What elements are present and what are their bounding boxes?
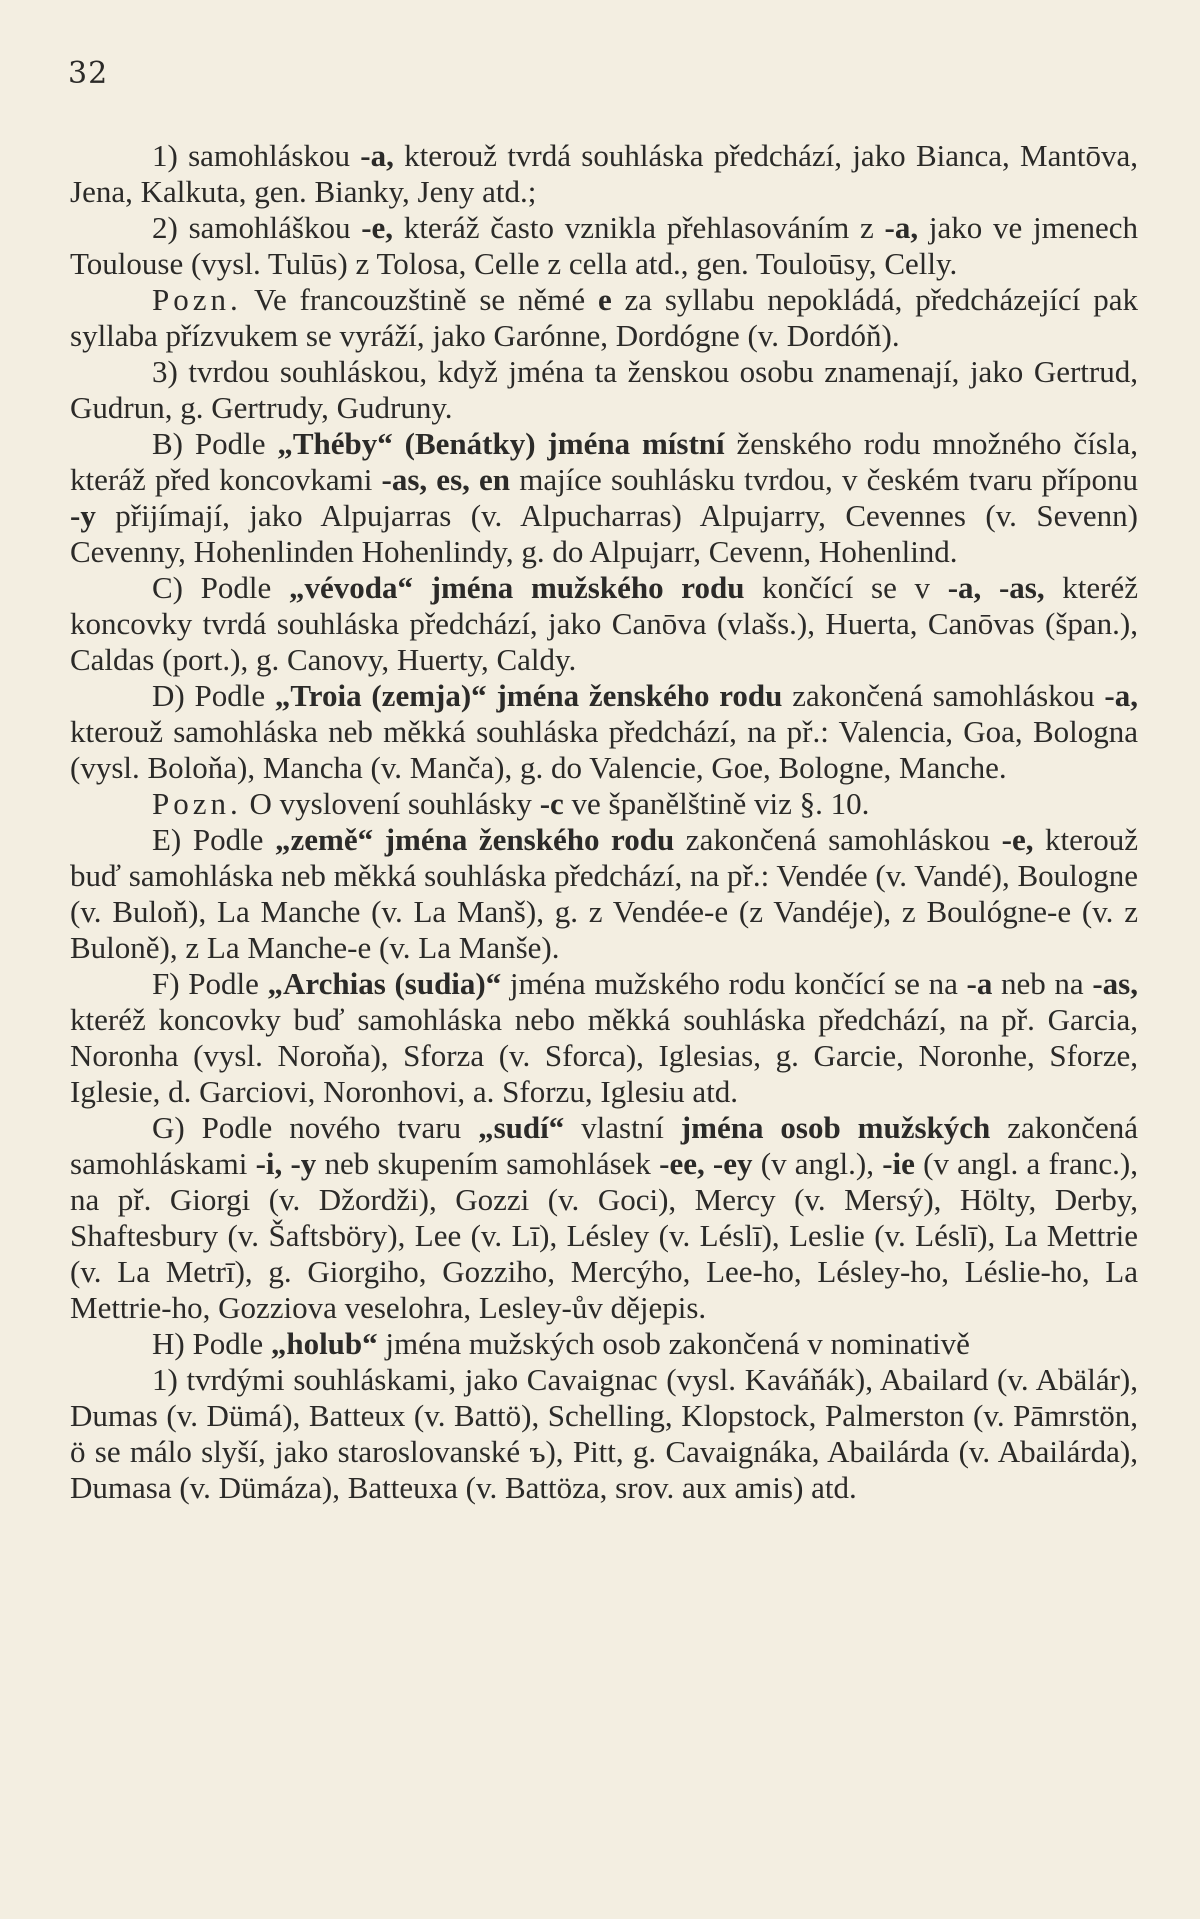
text-run: zakončená samohláskami: [70, 1110, 1139, 1181]
page-number: 32: [68, 56, 109, 91]
bold-run: -a: [966, 966, 993, 1001]
paragraph: [70, 138, 1138, 210]
text-run: E) Podle: [152, 822, 276, 857]
text-run: jako ve jmenech Toulouse (vysl. Tulūs) z Tolosa, Celle z cella atd., gen. Touloūsy, Celly.: [70, 210, 1138, 281]
text-run: kterouž tvrdá souhláska předchází, jako Bianca, Mantōva, Jena, Kalkuta, gen. Bianky, Jeny atd.;: [70, 138, 1138, 209]
text-run: majíce souhlásku tvrdou, v českém tvaru příponu: [510, 462, 1139, 497]
text-run: zakončená samohláskou: [674, 822, 1002, 857]
text-run: 2) samohláškou: [152, 210, 362, 245]
paragraph: [70, 354, 1138, 426]
paragraph: [70, 570, 1138, 678]
text-run: vlastní: [564, 1110, 681, 1145]
text-run: ve španělštině viz §. 10.: [563, 786, 870, 821]
bold-run: e: [597, 282, 612, 317]
paragraph: [70, 678, 1138, 786]
bold-run: -a, -as,: [947, 570, 1045, 605]
text-run: kterouž buď samohláska neb měkká souhláska předchází, na př.: Vendée (v. Vandé), Boulogne (v. Buloň), La Manche (v. La Manš), g. z Vendée-e (z Vandéje), z Boulógne-e (v. z Buloně), z La Manche-e (v. La Manše).: [70, 822, 1139, 965]
text-run: (v angl.),: [752, 1146, 883, 1181]
text-run: (v angl. a franc.), na př. Giorgi (v. Džordži), Gozzi (v. Goci), Mercy (v. Mersý), Hölty, Derby, Shaftesbury (v. Šaftsböry), Lee (v. Lī), Lésley (v. Léslī), Leslie (v. Léslī), La Mettrie (v. La Metrī), g. Giorgiho, Gozziho, Mercýho, Lee-ho, Lésley-ho, Léslie-ho, La Mettrie-ho, Gozziova veselohra, Lesley-ův dějepis.: [70, 1146, 1138, 1325]
text-run: G) Podle nového tvaru: [152, 1110, 479, 1145]
text-run: jména mužského rodu končící se na: [501, 966, 967, 1001]
paragraph: [70, 1110, 1138, 1326]
paragraph: [70, 822, 1138, 966]
text-run: zakončená samohláskou: [782, 678, 1105, 713]
bold-run: -ee, -ey: [659, 1146, 753, 1181]
text-run: končící se v: [744, 570, 948, 605]
paragraph: [70, 426, 1138, 570]
bold-run: -c: [539, 786, 564, 821]
bold-run: „sudí“: [478, 1110, 565, 1145]
paragraph: [70, 282, 1138, 354]
page-text: [70, 138, 1138, 1506]
paragraph: [70, 210, 1138, 282]
text-run: C) Podle: [152, 570, 289, 605]
paragraph: [70, 1326, 1138, 1362]
text-run: D) Podle: [152, 678, 275, 713]
text-run: Ve francouzštině se němé: [241, 282, 598, 317]
bold-run: „holub“: [270, 1326, 378, 1361]
bold-run: -e,: [361, 210, 394, 245]
text-run: neb na: [992, 966, 1093, 1001]
spaced-run: Pozn.: [152, 282, 242, 317]
bold-run: „Archias (sudia)“: [267, 966, 502, 1001]
bold-run: „Théby“ (Benátky) jména místní: [277, 426, 725, 461]
text-run: kteráž často vznikla přehlasováním z: [393, 210, 885, 245]
text-run: O vyslovení souhlásky: [241, 786, 540, 821]
bold-run: -a,: [1104, 678, 1138, 713]
bold-run: -a,: [360, 138, 394, 173]
bold-run: -as, es, en: [381, 462, 511, 497]
text-run: 1) samohláskou: [152, 138, 361, 173]
text-run: kteréž koncovky buď samohláska nebo měkká souhláska předchází, na př. Garcia, Noronha (vysl. Noroňa), Sforza (v. Sforca), Iglesias, g. Garcie, Noronhe, Sforze, Iglesie, d. Garciovi, Noronhovi, a. Sforzu, Iglesiu atd.: [70, 1002, 1138, 1109]
paragraph: [70, 786, 1138, 822]
text-run: neb skupením samohlásek: [316, 1146, 660, 1181]
bold-run: -e,: [1001, 822, 1034, 857]
text-run: 3) tvrdou souhláskou, když jména ta ženskou osobu znamenají, jako Gertrud, Gudrun, g. Gertrudy, Gudruny.: [70, 354, 1138, 425]
spaced-run: Pozn.: [152, 786, 242, 821]
paragraph: [70, 966, 1138, 1110]
text-run: za syllabu nepokládá, předcházející pak syllaba přízvukem se vyráží, jako Garónne, Dordógne (v. Dordóň).: [70, 282, 1138, 353]
text-run: kteréž koncovky tvrdá souhláska předchází, jako Canōva (vlašs.), Huerta, Canōvas (špan.), Caldas (port.), g. Canovy, Huerty, Caldy.: [70, 570, 1138, 677]
text-run: F) Podle: [152, 966, 268, 1001]
text-run: kterouž samohláska neb měkká souhláska předchází, na př.: Valencia, Goa, Bologna (vysl. Boloňa), Mancha (v. Manča), g. do Valencie, Goe, Bologne, Manche.: [70, 714, 1138, 785]
bold-run: „země“ jména ženského rodu: [275, 822, 675, 857]
text-run: jména mužských osob zakončená v nominativě: [377, 1326, 970, 1361]
bold-run: „vévoda“ jména mužského rodu: [288, 570, 745, 605]
bold-run: jména osob mužských: [680, 1110, 991, 1145]
bold-run: -as,: [1092, 966, 1138, 1001]
bold-run: -a,: [884, 210, 919, 245]
bold-run: -ie: [882, 1146, 915, 1181]
paragraph: [70, 1362, 1138, 1506]
text-run: 1) tvrdými souhláskami, jako Cavaignac (vysl. Kaváňák), Abailard (v. Abälár), Dumas (v. Dümá), Batteux (v. Battö), Schelling, Klopstock, Palmerston (v. Pāmrstön, ö se málo slyší, jako staroslovanské ъ), Pitt, g. Cavaignáka, Abailárda (v. Abailárda), Dumasa (v. Dümáza), Batteuxa (v. Battöza, srov. aux amis) atd.: [70, 1362, 1138, 1505]
bold-run: „Troia (zemja)“ jména ženského rodu: [274, 678, 783, 713]
text-run: H) Podle: [152, 1326, 271, 1361]
text-run: přijímají, jako Alpujarras (v. Alpucharras) Alpujarry, Cevennes (v. Sevenn) Cevenny, Hohenlinden Hohenlindy, g. do Alpujarr, Cevenn, Hohenlind.: [70, 498, 1138, 569]
bold-run: -y: [70, 498, 96, 533]
text-run: B) Podle: [152, 426, 278, 461]
text-run: ženského rodu množného čísla, kteráž před koncovkami: [70, 426, 1138, 497]
bold-run: -i, -y: [255, 1146, 317, 1181]
